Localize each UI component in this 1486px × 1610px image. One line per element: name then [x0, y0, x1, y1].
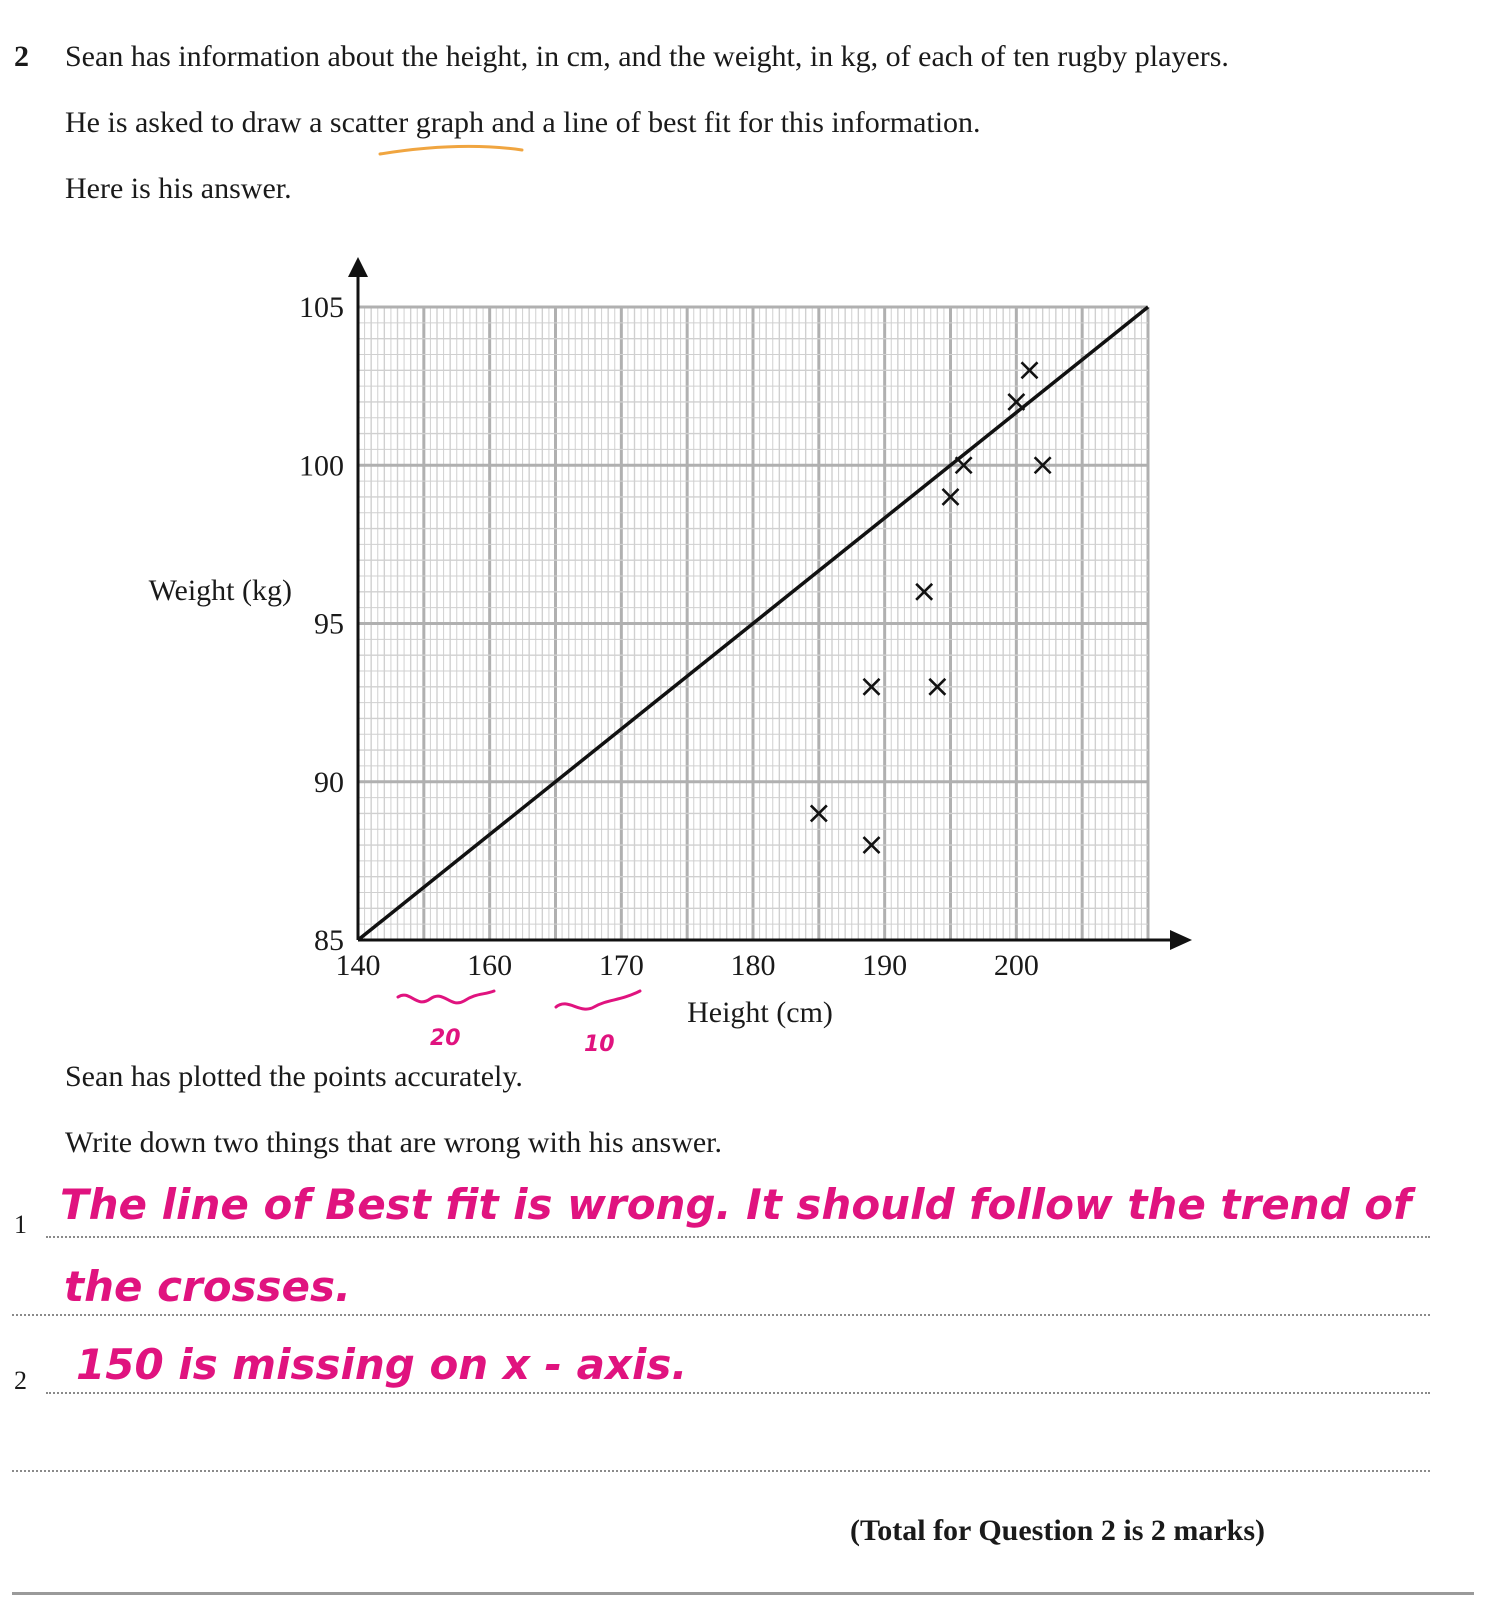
plotted-statement: Sean has plotted the points accurately.	[65, 1060, 523, 1093]
answer-1-text-line-1: The line of Best fit is wrong. It should follow the trend of	[60, 1180, 1412, 1229]
y-tick-label: 100	[299, 449, 344, 483]
answer-1-number: 1	[14, 1210, 27, 1239]
question-instruction: He is asked to draw a scatter graph and a line of best fit for this information.	[65, 106, 981, 139]
gap-note-2: 10	[584, 1032, 615, 1057]
answer-line	[46, 1236, 1430, 1238]
x-axis-arrow	[1170, 930, 1192, 950]
answer-1-text-line-2: the crosses.	[64, 1262, 351, 1311]
answer-2-text-line-1: 150 is missing on x - axis.	[76, 1340, 688, 1389]
x-tick-label: 140	[335, 949, 381, 982]
gap-squiggle-1	[390, 985, 510, 1025]
footer-rule	[12, 1592, 1474, 1595]
x-axis-label: Height (cm)	[687, 996, 833, 1029]
y-axis-arrow	[348, 257, 368, 277]
y-tick-label: 90	[314, 765, 344, 799]
y-tick-label: 105	[299, 291, 344, 324]
y-tick-label: 85	[314, 924, 344, 957]
gap-note-1: 20	[430, 1026, 461, 1051]
task-statement: Write down two things that are wrong with his answer.	[65, 1126, 723, 1159]
total-marks: (Total for Question 2 is 2 marks)	[850, 1514, 1266, 1547]
x-tick-label: 190	[862, 949, 908, 982]
x-tick-label: 180	[730, 949, 776, 982]
y-tick-label: 95	[314, 607, 344, 641]
answer-line	[12, 1314, 1430, 1316]
question-intro: Sean has information about the height, in cm, and the weight, in kg, of each of ten rugby players.	[65, 40, 1229, 73]
x-tick-label: 170	[598, 949, 644, 982]
x-tick-label: 160	[467, 949, 513, 982]
answer-line	[46, 1392, 1430, 1394]
question-lead: Here is his answer.	[65, 172, 292, 205]
y-axis-label: Weight (kg)	[148, 574, 292, 607]
gap-squiggle-2	[550, 985, 650, 1025]
question-number: 2	[14, 40, 29, 73]
x-tick-label: 200	[993, 949, 1039, 982]
answer-line	[12, 1470, 1430, 1472]
answer-2-number: 2	[14, 1366, 27, 1395]
